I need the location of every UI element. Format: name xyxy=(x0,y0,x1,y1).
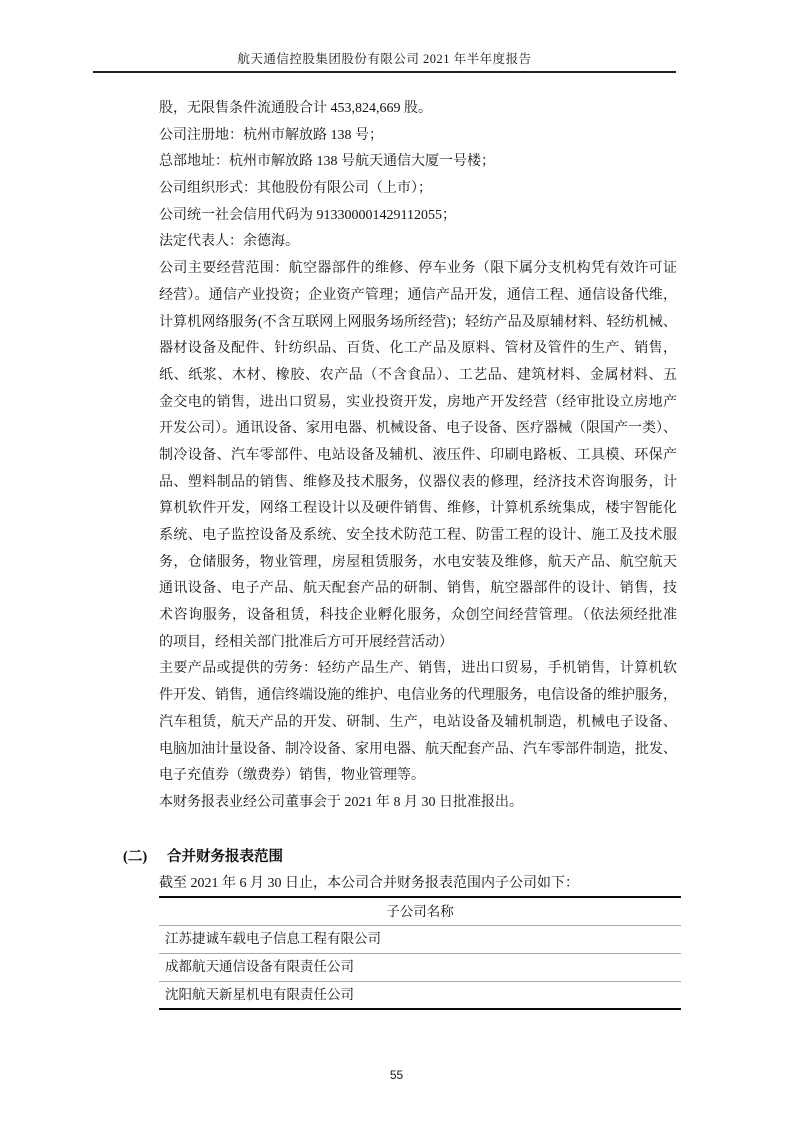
body-line: 计算机网络服务(不含互联网上网服务场所经营)；轻纺产品及原辅材料、轻纺机械、 xyxy=(159,314,677,330)
body-line: 算机软件开发，网络工程设计以及硬件销售、维修，计算机系统集成，楼宇智能化 xyxy=(159,501,677,517)
section-heading xyxy=(123,846,283,868)
section-title: 合并财务报表范围 xyxy=(167,849,283,865)
table-row: 江苏捷诚车载电子信息工程有限公司 xyxy=(159,926,681,954)
body-line: 公司统一社会信用代码为 913300001429112055； xyxy=(159,207,456,223)
page-number: 55 xyxy=(389,1068,404,1082)
body-line: 公司主要经营范围：航空器部件的维修、停车业务（限下属分支机构凭有效许可证 xyxy=(159,261,677,277)
section-number: (二) xyxy=(123,849,148,865)
body-line: 器材设备及配件、针纺织品、百货、化工产品及原料、管材及管件的生产、销售， xyxy=(159,341,677,357)
body-line: 法定代表人：余德海。 xyxy=(159,234,299,250)
body-line: 总部地址：杭州市解放路 138 号航天通信大厦一号楼； xyxy=(159,154,495,170)
body-line: 电子充值券（缴费券）销售，物业管理等。 xyxy=(159,768,425,784)
body-line: 制冷设备、汽车零部件、电站设备及辅机、液压件、印刷电路板、工具模、环保产 xyxy=(159,447,677,463)
body-line: 术咨询服务，设备租赁，科技企业孵化服务，众创空间经营管理。（依法须经批准 xyxy=(159,608,677,624)
table-intro: 截至 2021 年 6 月 30 日止，本公司合并财务报表范围内子公司如下： xyxy=(159,876,579,891)
body-line: 开发公司）。通讯设备、家用电器、机械设备、电子设备、医疗器械（限国产一类）、 xyxy=(159,421,677,437)
body-line: 件开发、销售，通信终端设施的维护、电信业务的代理服务，电信设备的维护服务， xyxy=(159,688,677,704)
document-body xyxy=(159,96,677,817)
body-line: 本财务报表业经公司董事会于 2021 年 8 月 30 日批准报出。 xyxy=(159,794,523,810)
table-row: 沈阳航天新星机电有限责任公司 xyxy=(165,986,354,1002)
body-line: 的项目，经相关部门批准后方可开展经营活动） xyxy=(159,634,453,650)
body-line: 公司注册地：杭州市解放路 138 号； xyxy=(159,127,383,143)
body-line: 系统、电子监控设备及系统、安全技术防范工程、防雷工程的设计、施工及技术服 xyxy=(159,528,677,543)
body-line: 务，仓储服务，物业管理，房屋租赁服务，水电安装及维修，航天产品、航空航天 xyxy=(159,554,677,570)
running-header-title: 航天通信控股集团股份有限公司 2021 年半年度报告 xyxy=(237,52,532,66)
body-line: 纸、纸浆、木材、橡胶、农产品（不含食品）、工艺品、建筑材料、金属材料、五 xyxy=(159,367,677,383)
body-line: 经营）。通信产业投资；企业资产管理；通信产品开发，通信工程、通信设备代维， xyxy=(159,287,677,303)
body-line: 股，无限售条件流通股合计 453,824,669 股。 xyxy=(159,101,432,116)
subsidiaries-table xyxy=(159,896,681,1010)
body-line: 品、塑料制品的销售、维修及技术服务，仪器仪表的修理，经济技术咨询服务，计 xyxy=(159,474,677,490)
body-line: 电脑加油计量设备、制冷设备、家用电器、航天配套产品、汽车零部件制造，批发、 xyxy=(159,741,677,757)
body-line: 通讯设备、电子产品、航天配套产品的研制、销售，航空器部件的设计、销售，技 xyxy=(159,581,677,597)
body-line: 金交电的销售，进出口贸易，实业投资开发，房地产开发经营（经审批设立房地产 xyxy=(159,394,677,410)
body-line: 公司组织形式：其他股份有限公司（上市）； xyxy=(159,181,432,197)
table-header-cell: 子公司名称 xyxy=(159,898,681,926)
header-divider xyxy=(93,71,676,73)
body-line: 汽车租赁，航天产品的开发、研制、生产，电站设备及辅机制造，机械电子设备、 xyxy=(159,714,677,730)
table-row: 成都航天通信设备有限责任公司 xyxy=(159,954,681,982)
body-line: 主要产品或提供的劳务：轻纺产品生产、销售，进出口贸易，手机销售，计算机软 xyxy=(159,661,677,677)
